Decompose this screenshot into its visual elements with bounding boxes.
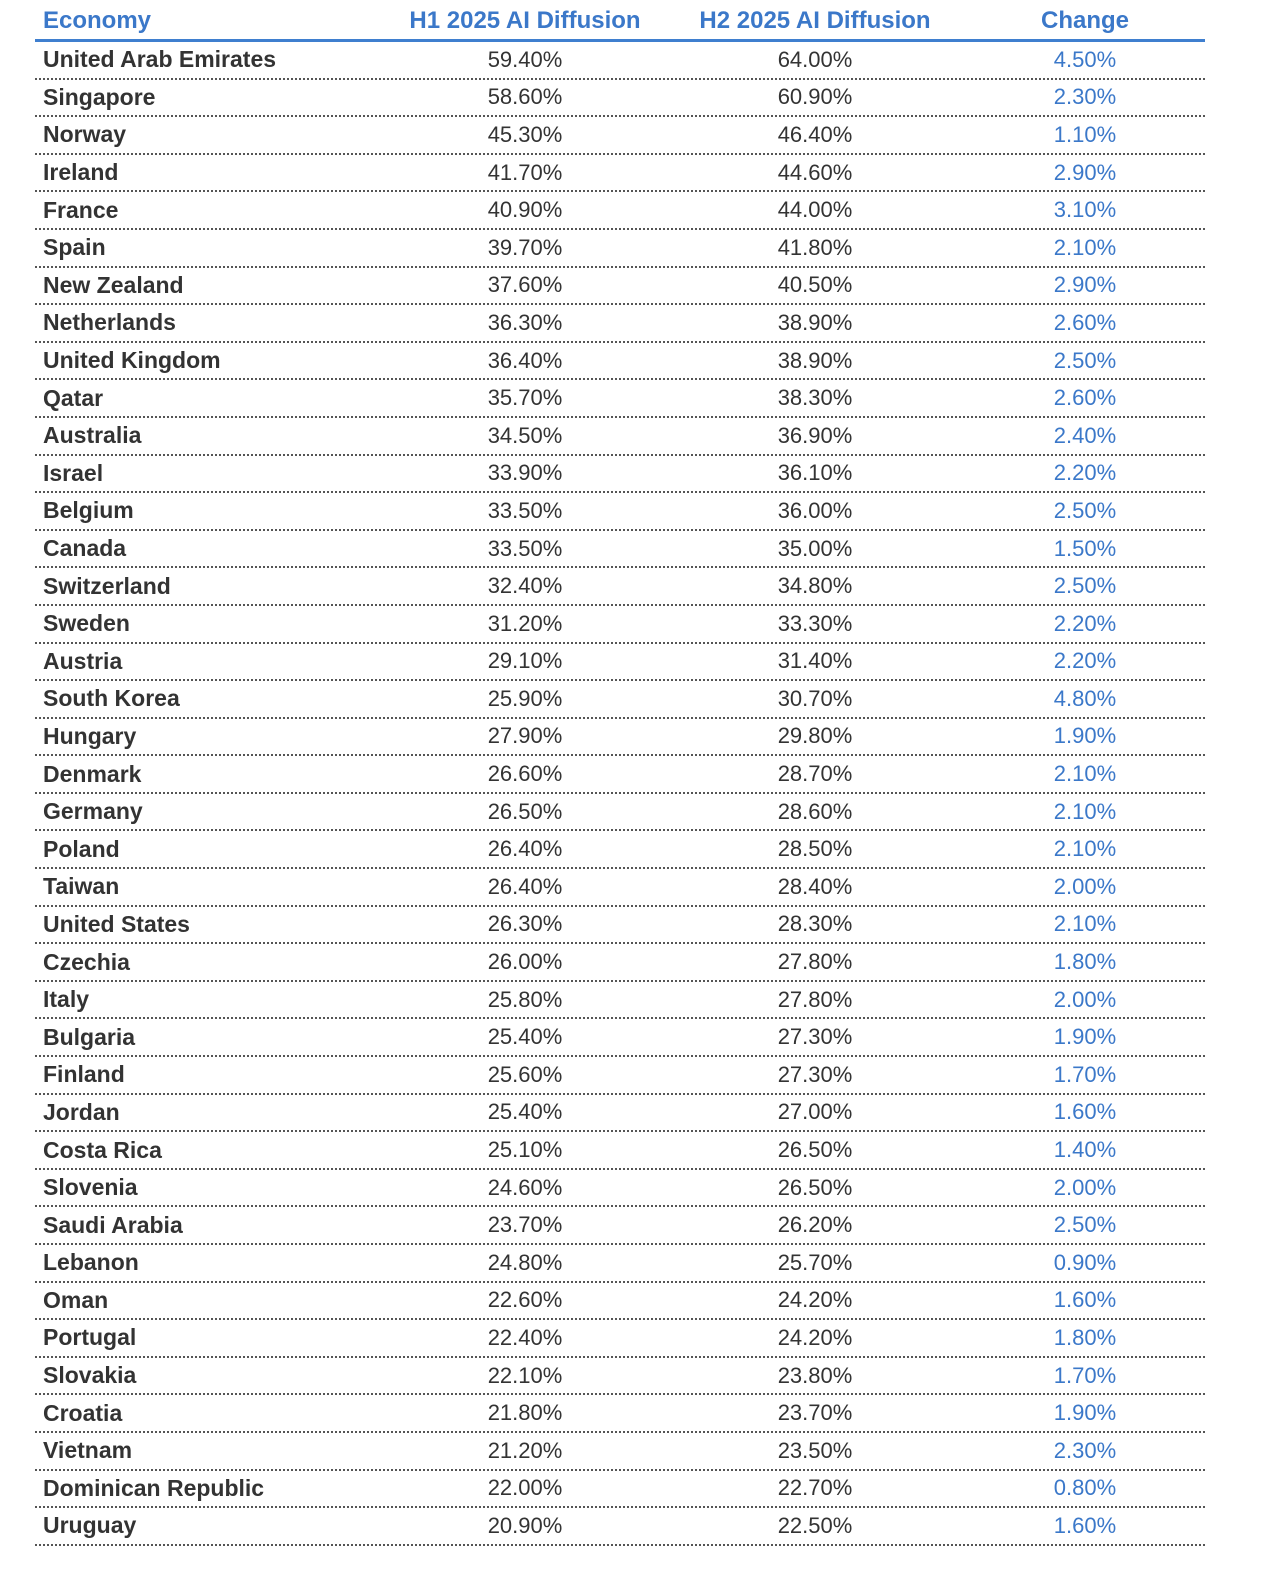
economy-cell: Vietnam	[43, 1437, 133, 1464]
change-value-cell: 4.80%	[1053, 685, 1117, 711]
h2-value-cell: 28.40%	[777, 873, 853, 899]
h2-value-cell: 28.70%	[777, 761, 853, 787]
h2-value-cell: 26.50%	[777, 1137, 853, 1163]
table-row	[35, 794, 1205, 832]
table-row	[35, 606, 1205, 644]
h1-value-cell: 45.30%	[487, 121, 563, 147]
economy-cell: Poland	[43, 835, 120, 862]
economy-cell: Singapore	[43, 83, 156, 110]
h2-value-cell: 23.80%	[777, 1362, 853, 1388]
h1-value-cell: 26.50%	[487, 798, 563, 824]
h1-value-cell: 26.40%	[487, 873, 563, 899]
h1-value-cell: 31.20%	[487, 610, 563, 636]
table-row	[35, 230, 1205, 268]
economy-cell: Ireland	[43, 159, 119, 186]
h1-value-cell: 36.30%	[487, 309, 563, 335]
economy-cell: Finland	[43, 1061, 125, 1088]
h2-value-cell: 46.40%	[777, 121, 853, 147]
economy-cell: Slovenia	[43, 1174, 138, 1201]
change-value-cell: 2.60%	[1053, 309, 1117, 335]
h2-value-cell: 24.20%	[777, 1324, 853, 1350]
economy-cell: Hungary	[43, 722, 137, 749]
h1-value-cell: 26.00%	[487, 949, 563, 975]
h2-value-cell: 29.80%	[777, 723, 853, 749]
change-value-cell: 2.00%	[1053, 986, 1117, 1012]
header-h1-2025: H1 2025 AI Diffusion	[409, 7, 641, 34]
change-value-cell: 2.50%	[1053, 347, 1117, 373]
table-row	[35, 1471, 1205, 1509]
change-value-cell: 2.50%	[1053, 1212, 1117, 1238]
table-row	[35, 869, 1205, 907]
h2-value-cell: 36.00%	[777, 497, 853, 523]
table-row	[35, 568, 1205, 606]
h1-value-cell: 40.90%	[487, 197, 563, 223]
economy-cell: Uruguay	[43, 1512, 137, 1539]
economy-cell: Sweden	[43, 610, 130, 637]
h2-value-cell: 60.90%	[777, 84, 853, 110]
h1-value-cell: 22.60%	[487, 1287, 563, 1313]
h2-value-cell: 35.00%	[777, 535, 853, 561]
h1-value-cell: 59.40%	[487, 46, 563, 72]
change-value-cell: 2.50%	[1053, 573, 1117, 599]
table-row	[35, 1245, 1205, 1283]
table-row	[35, 831, 1205, 869]
economy-cell: Portugal	[43, 1324, 137, 1351]
table-row	[35, 1320, 1205, 1358]
h2-value-cell: 28.30%	[777, 911, 853, 937]
h1-value-cell: 35.70%	[487, 385, 563, 411]
h2-value-cell: 34.80%	[777, 573, 853, 599]
change-value-cell: 2.10%	[1053, 761, 1117, 787]
economy-cell: Netherlands	[43, 309, 176, 336]
h1-value-cell: 25.10%	[487, 1137, 563, 1163]
economy-cell: Costa Rica	[43, 1136, 162, 1163]
h1-value-cell: 25.80%	[487, 986, 563, 1012]
table-row	[35, 1170, 1205, 1208]
table-row	[35, 944, 1205, 982]
h2-value-cell: 40.50%	[777, 272, 853, 298]
h1-value-cell: 39.70%	[487, 234, 563, 260]
h1-value-cell: 22.00%	[487, 1475, 563, 1501]
change-value-cell: 4.50%	[1053, 46, 1117, 72]
table-row	[35, 1395, 1205, 1433]
h1-value-cell: 26.30%	[487, 911, 563, 937]
h2-value-cell: 23.70%	[777, 1400, 853, 1426]
header-economy: Economy	[43, 7, 152, 34]
h2-value-cell: 23.50%	[777, 1437, 853, 1463]
h1-value-cell: 25.90%	[487, 685, 563, 711]
h2-value-cell: 36.90%	[777, 422, 853, 448]
economy-cell: Saudi Arabia	[43, 1211, 183, 1238]
h2-value-cell: 31.40%	[777, 648, 853, 674]
economy-cell: Slovakia	[43, 1362, 137, 1389]
h1-value-cell: 22.10%	[487, 1362, 563, 1388]
change-value-cell: 1.80%	[1053, 949, 1117, 975]
h1-value-cell: 37.60%	[487, 272, 563, 298]
table-body	[35, 42, 1205, 1546]
change-value-cell: 1.90%	[1053, 723, 1117, 749]
change-value-cell: 1.80%	[1053, 1324, 1117, 1350]
table-row	[35, 418, 1205, 456]
change-value-cell: 2.30%	[1053, 1437, 1117, 1463]
table-row	[35, 982, 1205, 1020]
h2-value-cell: 41.80%	[777, 234, 853, 260]
change-value-cell: 2.60%	[1053, 385, 1117, 411]
h1-value-cell: 29.10%	[487, 648, 563, 674]
table-row	[35, 1132, 1205, 1170]
table-row	[35, 80, 1205, 118]
table-row	[35, 1508, 1205, 1546]
table-row	[35, 756, 1205, 794]
economy-cell: Denmark	[43, 760, 142, 787]
h2-value-cell: 26.20%	[777, 1212, 853, 1238]
table-row	[35, 531, 1205, 569]
table-row	[35, 456, 1205, 494]
h1-value-cell: 22.40%	[487, 1324, 563, 1350]
economy-cell: Germany	[43, 798, 143, 825]
change-value-cell: 1.70%	[1053, 1061, 1117, 1087]
change-value-cell: 2.30%	[1053, 84, 1117, 110]
change-value-cell: 2.20%	[1053, 610, 1117, 636]
table-row	[35, 343, 1205, 381]
change-value-cell: 2.00%	[1053, 1174, 1117, 1200]
h1-value-cell: 27.90%	[487, 723, 563, 749]
ai-diffusion-table	[35, 0, 1205, 1546]
economy-cell: South Korea	[43, 685, 180, 712]
h1-value-cell: 41.70%	[487, 159, 563, 185]
change-value-cell: 1.90%	[1053, 1024, 1117, 1050]
change-value-cell: 2.90%	[1053, 272, 1117, 298]
economy-cell: Qatar	[43, 384, 104, 411]
economy-cell: Lebanon	[43, 1249, 139, 1276]
change-value-cell: 2.90%	[1053, 159, 1117, 185]
h1-value-cell: 23.70%	[487, 1212, 563, 1238]
change-value-cell: 1.10%	[1053, 121, 1117, 147]
change-value-cell: 3.10%	[1053, 197, 1117, 223]
economy-cell: Norway	[43, 121, 127, 148]
h2-value-cell: 24.20%	[777, 1287, 853, 1313]
economy-cell: United States	[43, 910, 190, 937]
change-value-cell: 1.60%	[1053, 1099, 1117, 1125]
h2-value-cell: 26.50%	[777, 1174, 853, 1200]
economy-cell: Israel	[43, 459, 104, 486]
h1-value-cell: 32.40%	[487, 573, 563, 599]
h1-value-cell: 26.40%	[487, 836, 563, 862]
h1-value-cell: 34.50%	[487, 422, 563, 448]
h2-value-cell: 28.60%	[777, 798, 853, 824]
h1-value-cell: 20.90%	[487, 1512, 563, 1538]
table-row	[35, 42, 1205, 80]
change-value-cell: 2.10%	[1053, 798, 1117, 824]
h2-value-cell: 27.30%	[777, 1061, 853, 1087]
economy-cell: Spain	[43, 234, 106, 261]
table-row	[35, 1433, 1205, 1471]
h1-value-cell: 21.80%	[487, 1400, 563, 1426]
economy-cell: France	[43, 196, 119, 223]
economy-cell: Oman	[43, 1286, 109, 1313]
h1-value-cell: 24.60%	[487, 1174, 563, 1200]
h2-value-cell: 22.50%	[777, 1512, 853, 1538]
economy-cell: Bulgaria	[43, 1023, 136, 1050]
table-row	[35, 681, 1205, 719]
h1-value-cell: 58.60%	[487, 84, 563, 110]
economy-cell: Czechia	[43, 948, 130, 975]
table-row	[35, 907, 1205, 945]
h1-value-cell: 24.80%	[487, 1249, 563, 1275]
table-row	[35, 155, 1205, 193]
h2-value-cell: 44.60%	[777, 159, 853, 185]
table-row	[35, 719, 1205, 757]
economy-cell: Dominican Republic	[43, 1474, 265, 1501]
h2-value-cell: 44.00%	[777, 197, 853, 223]
h2-value-cell: 64.00%	[777, 46, 853, 72]
table-row	[35, 1057, 1205, 1095]
change-value-cell: 2.00%	[1053, 873, 1117, 899]
change-value-cell: 2.40%	[1053, 422, 1117, 448]
h2-value-cell: 22.70%	[777, 1475, 853, 1501]
table-row	[35, 1207, 1205, 1245]
economy-cell: New Zealand	[43, 271, 184, 298]
h2-value-cell: 27.30%	[777, 1024, 853, 1050]
change-value-cell: 2.20%	[1053, 460, 1117, 486]
economy-cell: United Kingdom	[43, 347, 221, 374]
table-row	[35, 380, 1205, 418]
economy-cell: Croatia	[43, 1399, 123, 1426]
table-row	[35, 1283, 1205, 1321]
h1-value-cell: 25.60%	[487, 1061, 563, 1087]
change-value-cell: 0.90%	[1053, 1249, 1117, 1275]
h2-value-cell: 27.80%	[777, 986, 853, 1012]
h2-value-cell: 36.10%	[777, 460, 853, 486]
h2-value-cell: 33.30%	[777, 610, 853, 636]
header-change: Change	[1040, 7, 1129, 34]
economy-cell: Australia	[43, 422, 142, 449]
h2-value-cell: 38.90%	[777, 347, 853, 373]
h2-value-cell: 27.80%	[777, 949, 853, 975]
table-row	[35, 268, 1205, 306]
change-value-cell: 1.70%	[1053, 1362, 1117, 1388]
change-value-cell: 2.10%	[1053, 836, 1117, 862]
table-row	[35, 644, 1205, 682]
change-value-cell: 2.10%	[1053, 234, 1117, 260]
economy-cell: Canada	[43, 535, 127, 562]
change-value-cell: 1.50%	[1053, 535, 1117, 561]
economy-cell: Austria	[43, 647, 123, 674]
table-row	[35, 305, 1205, 343]
table-row	[35, 1358, 1205, 1396]
change-value-cell: 0.80%	[1053, 1475, 1117, 1501]
economy-cell: Taiwan	[43, 873, 120, 900]
table-row	[35, 1019, 1205, 1057]
table-row	[35, 1095, 1205, 1133]
economy-cell: Jordan	[43, 1098, 120, 1125]
h2-value-cell: 38.30%	[777, 385, 853, 411]
table-row	[35, 192, 1205, 230]
table-row	[35, 493, 1205, 531]
h1-value-cell: 25.40%	[487, 1099, 563, 1125]
h2-value-cell: 30.70%	[777, 685, 853, 711]
h1-value-cell: 36.40%	[487, 347, 563, 373]
economy-cell: Italy	[43, 986, 90, 1013]
h2-value-cell: 25.70%	[777, 1249, 853, 1275]
change-value-cell: 1.40%	[1053, 1137, 1117, 1163]
header-h2-2025: H2 2025 AI Diffusion	[699, 7, 931, 34]
h2-value-cell: 27.00%	[777, 1099, 853, 1125]
economy-cell: Switzerland	[43, 572, 171, 599]
h1-value-cell: 33.50%	[487, 535, 563, 561]
change-value-cell: 2.10%	[1053, 911, 1117, 937]
change-value-cell: 2.20%	[1053, 648, 1117, 674]
h1-value-cell: 25.40%	[487, 1024, 563, 1050]
table-header	[35, 0, 1205, 42]
h1-value-cell: 26.60%	[487, 761, 563, 787]
change-value-cell: 2.50%	[1053, 497, 1117, 523]
h1-value-cell: 33.50%	[487, 497, 563, 523]
h1-value-cell: 33.90%	[487, 460, 563, 486]
change-value-cell: 1.90%	[1053, 1400, 1117, 1426]
economy-cell: Belgium	[43, 497, 134, 524]
table-row	[35, 117, 1205, 155]
change-value-cell: 1.60%	[1053, 1512, 1117, 1538]
change-value-cell: 1.60%	[1053, 1287, 1117, 1313]
h2-value-cell: 38.90%	[777, 309, 853, 335]
h2-value-cell: 28.50%	[777, 836, 853, 862]
economy-cell: United Arab Emirates	[43, 46, 277, 73]
h1-value-cell: 21.20%	[487, 1437, 563, 1463]
